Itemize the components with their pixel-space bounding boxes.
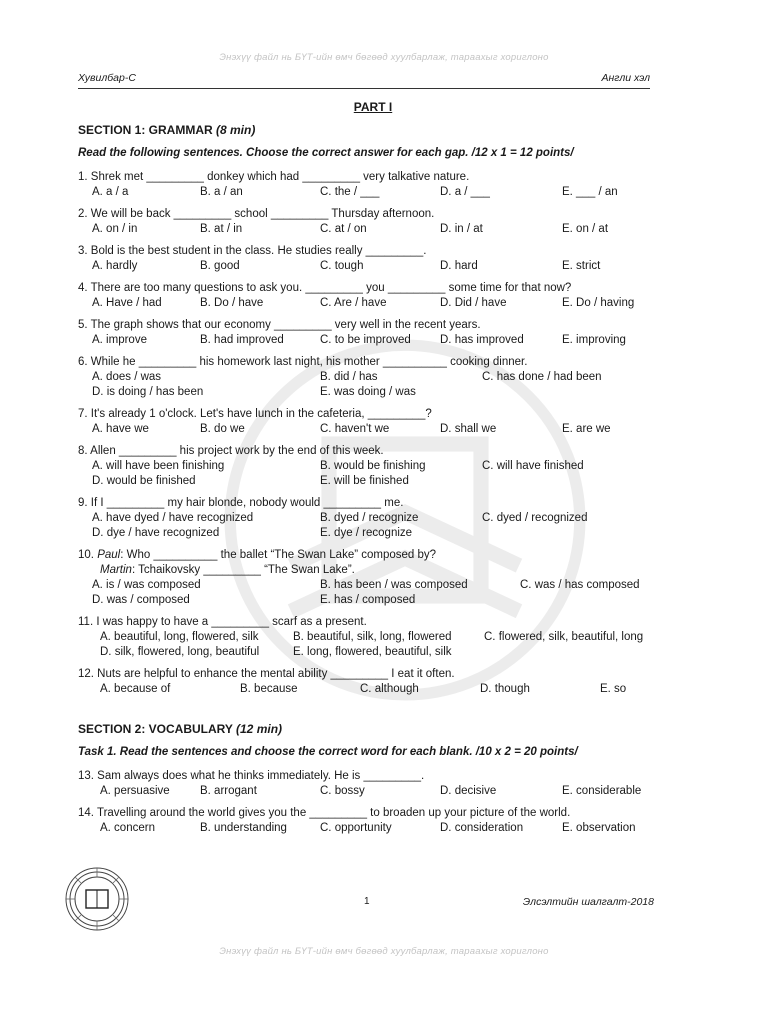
question-section1-5 [78,318,668,348]
page-number: 1 [364,896,370,907]
question-stem: 1. Shrek met _________ donkey which had _________ very talkative nature. [78,171,470,183]
answer-option[interactable]: E. Do / having [562,297,635,309]
answer-options-row [78,821,668,836]
question-stem: 7. It's already 1 o'clock. Let's have lunch in the cafeteria, _________? [78,408,432,420]
answer-option[interactable]: B. dyed / recognize [320,512,419,524]
answer-option[interactable]: A. have we [92,423,149,435]
section1-questions [78,170,668,697]
answer-option[interactable]: C. to be improved [320,334,411,346]
speaker-name: Martin [100,564,132,576]
answer-option[interactable]: C. opportunity [320,822,392,834]
answer-option[interactable]: A. improve [92,334,147,346]
section2-title [78,722,668,736]
answer-option[interactable]: D. in / at [440,223,483,235]
question-stem: 11. I was happy to have a _________ scarf as a present. [78,616,367,628]
answer-option[interactable]: E. will be finished [320,475,409,487]
question-section1-9 [78,496,668,541]
answer-option[interactable]: A. persuasive [100,785,170,797]
answer-option[interactable]: C. will have finished [482,460,584,472]
answer-option[interactable]: E. was doing / was [320,386,416,398]
answer-options-row [78,526,668,541]
answer-options-row [78,185,668,200]
answer-options-row [78,222,668,237]
answer-option[interactable]: E. so [600,683,627,695]
answer-option[interactable]: D. has improved [440,334,524,346]
answer-options-row [78,682,668,697]
section2-time: (12 min) [236,722,283,736]
answer-option[interactable]: E. ___ / an [562,186,618,198]
official-seal-icon [64,866,130,932]
question-stem: 5. The graph shows that our economy _________ very well in the recent years. [78,319,481,331]
answer-option[interactable]: B. arrogant [200,785,257,797]
section2-title-text: SECTION 2: VOCABULARY [78,722,237,736]
question-number: 10. [78,549,98,561]
question-stem: 14. Travelling around the world gives you the _________ to broaden up your picture of the world. [78,807,571,819]
answer-option[interactable]: B. beautiful, silk, long, flowered [293,631,452,643]
answer-option[interactable]: B. has been / was composed [320,579,468,591]
answer-option[interactable]: B. do we [200,423,245,435]
variant-label: Хувилбар-С [78,72,136,84]
answer-options-row [78,784,668,799]
answer-option[interactable]: B. good [200,260,240,272]
answer-option[interactable]: A. a / a [92,186,129,198]
answer-option[interactable]: A. because of [100,683,171,695]
answer-option[interactable]: B. at / in [200,223,243,235]
answer-option[interactable]: A. hardly [92,260,138,272]
subject-label: Англи хэл [601,72,650,84]
question-stem-line2 [78,563,668,578]
part-title: PART I [353,100,393,114]
answer-option[interactable]: B. did / has [320,371,378,383]
question-stem: 8. Allen _________ his project work by the end of this week. [78,445,384,457]
answer-option[interactable]: A. concern [100,822,155,834]
answer-option[interactable]: D. consideration [440,822,524,834]
answer-option[interactable]: C. flowered, silk, beautiful, long [484,631,644,643]
answer-option[interactable]: C. dyed / recognized [482,512,588,524]
answer-options-row [78,333,668,348]
answer-option[interactable]: D. would be finished [92,475,196,487]
answer-option[interactable]: D. decisive [440,785,497,797]
exam-name: Элсэлтийн шалгалт-2018 [522,896,654,908]
answer-option[interactable]: C. although [360,683,419,695]
question-section1-2 [78,207,668,237]
question-section1-12 [78,667,668,697]
answer-option[interactable]: A. does / was [92,371,162,383]
page-footer [64,866,654,936]
answer-options-row [78,645,668,660]
answer-option[interactable]: B. had improved [200,334,284,346]
answer-options-row [78,385,668,400]
section1-instruction: Read the following sentences. Choose the correct answer for each gap. /12 x 1 = 12 points/ [78,147,574,159]
question-stem: 2. We will be back _________ school _________ Thursday afternoon. [78,208,435,220]
answer-options-row [78,630,668,645]
answer-option[interactable]: D. was / composed [92,594,190,606]
answer-option[interactable]: E. on / at [562,223,609,235]
section1-title [78,123,668,137]
question-section1-4 [78,281,668,311]
answer-option[interactable]: C. bossy [320,785,365,797]
answer-option[interactable]: B. would be finishing [320,460,426,472]
answer-option[interactable]: E. long, flowered, beautiful, silk [293,646,452,658]
answer-options-row [78,474,668,489]
answer-option[interactable]: A. will have been finishing [92,460,225,472]
answer-option[interactable]: C. at / on [320,223,367,235]
answer-option[interactable]: A. have dyed / have recognized [92,512,254,524]
answer-option[interactable]: A. is / was composed [92,579,201,591]
answer-option[interactable]: C. tough [320,260,364,272]
question-stem: 6. While he _________ his homework last night, his mother __________ cooking dinner. [78,356,528,368]
answer-option[interactable]: E. has / composed [320,594,416,606]
question-stem: 4. There are too many questions to ask you. _________ you _________ some time for that now? [78,282,572,294]
question-stem: 12. Nuts are helpful to enhance the mental ability _________ I eat it often. [78,668,455,680]
answer-option[interactable]: E. strict [562,260,601,272]
question-section2-1 [78,769,668,799]
question-section1-10 [78,548,668,608]
dialogue-line: : Who __________ the ballet “The Swan Lake” composed by? [120,549,437,561]
dialogue-line: : Tchaikovsky _________ “The Swan Lake”. [131,564,355,576]
question-section1-3 [78,244,668,274]
answer-option[interactable]: E. improving [562,334,626,346]
answer-options-row [78,370,668,385]
answer-option[interactable]: C. the / ___ [320,186,380,198]
answer-option[interactable]: A. Have / had [92,297,162,309]
question-stem: 3. Bold is the best student in the class. He studies really _________. [78,245,427,257]
question-stem: 9. If I _________ my hair blonde, nobody would _________ me. [78,497,404,509]
answer-option[interactable]: B. because [240,683,298,695]
question-stem [78,548,668,563]
question-section2-2 [78,806,668,836]
answer-option[interactable]: A. beautiful, long, flowered, silk [100,631,259,643]
exam-content [78,100,668,843]
answer-option[interactable]: D. shall we [440,423,497,435]
answer-options-row [78,422,668,437]
question-section1-11 [78,615,668,660]
section1-title-text: SECTION 1: GRAMMAR [78,123,216,137]
question-section1-1 [78,170,668,200]
section2-instruction: Task 1. Read the sentences and choose the correct word for each blank. /10 x 2 = 20 points/ [78,746,578,758]
answer-options-row [78,296,668,311]
question-stem: 13. Sam always does what he thinks immediately. He is _________. [78,770,425,782]
answer-option[interactable]: C. haven't we [320,423,390,435]
watermark-bottom: Энэхүү файл нь БҮТ-ийн өмч бөгөөд хуулбарлаж, тараахыг хориглоно [219,946,549,957]
answer-option[interactable]: E. dye / recognize [320,527,413,539]
answer-options-row [78,593,668,608]
answer-option[interactable]: B. understanding [200,822,287,834]
answer-options-row [78,459,668,474]
section1-time: (8 min) [216,123,256,137]
answer-option[interactable]: B. Do / have [200,297,264,309]
answer-option[interactable]: D. though [480,683,530,695]
answer-option[interactable]: E. are we [562,423,611,435]
speaker-name: Paul [97,549,121,561]
answer-option[interactable]: B. a / an [200,186,243,198]
answer-option[interactable]: A. on / in [92,223,138,235]
answer-option[interactable]: D. is doing / has been [92,386,204,398]
answer-option[interactable]: D. Did / have [440,297,507,309]
answer-option[interactable]: D. dye / have recognized [92,527,220,539]
watermark-top: Энэхүү файл нь БҮТ-ийн өмч бөгөөд хуулбарлаж, тараахыг хориглоно [219,52,549,63]
question-section1-7 [78,407,668,437]
answer-options-row [78,511,668,526]
question-section1-8 [78,444,668,489]
answer-option[interactable]: C. has done / had been [482,371,602,383]
answer-option[interactable]: D. silk, flowered, long, beautiful [100,646,260,658]
answer-option[interactable]: E. considerable [562,785,642,797]
answer-options-row [78,578,668,593]
answer-options-row [78,259,668,274]
answer-option[interactable]: C. was / has composed [520,579,640,591]
answer-option[interactable]: D. a / ___ [440,186,490,198]
question-section1-6 [78,355,668,400]
section2-questions [78,769,668,836]
answer-option[interactable]: E. observation [562,822,636,834]
page-header [78,70,650,89]
answer-option[interactable]: C. Are / have [320,297,387,309]
answer-option[interactable]: D. hard [440,260,478,272]
